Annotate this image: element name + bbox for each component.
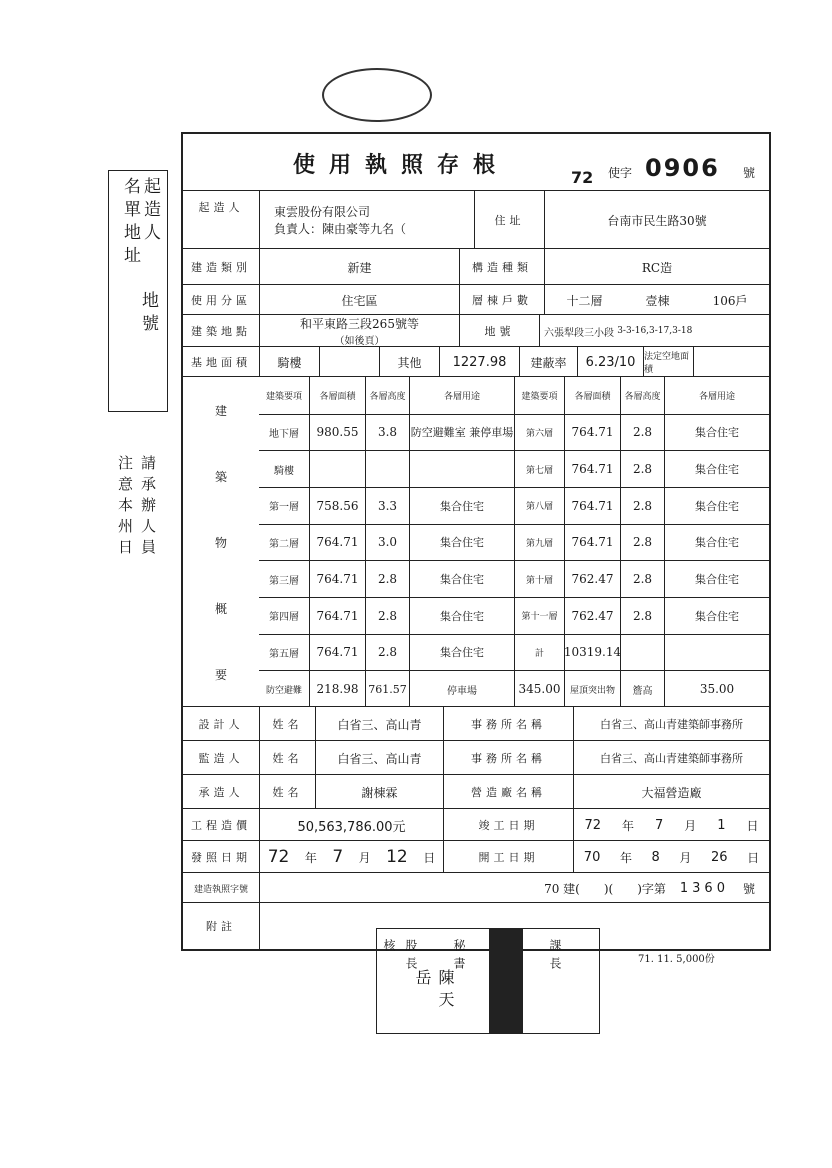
floor-height: 2.8	[365, 597, 409, 634]
margin-note-box	[108, 170, 168, 412]
floor-height	[620, 634, 664, 671]
summary-char: 概	[214, 601, 227, 616]
issue-year: 72	[267, 847, 290, 867]
floors-label: 層棟戶數	[459, 285, 544, 315]
floor-area: 762.47	[564, 560, 620, 597]
floor-use: 集合住宅	[664, 414, 769, 451]
contractor-company-label: 營造廠名稱	[443, 775, 573, 809]
permit-year: 72	[571, 168, 594, 187]
year-unit: 年	[304, 850, 317, 865]
address-label: 住址	[474, 191, 544, 249]
site-value	[259, 315, 459, 347]
zone-label: 使用分區	[191, 294, 251, 307]
shelter-above: 218.98	[309, 670, 365, 707]
start-month: 8	[651, 849, 660, 865]
approval-stamp: 股長	[404, 939, 418, 975]
day-unit: 日	[423, 850, 436, 865]
shelter-below: 761.57	[365, 670, 409, 707]
type-label: 建造類別	[191, 261, 251, 274]
floor-table-header: 各層面積	[564, 377, 620, 414]
supervisor-name-label: 姓名	[259, 741, 315, 775]
floor-area: 764.71	[564, 450, 620, 487]
floor-table-header: 各層用途	[409, 377, 514, 414]
print-run: 71. 11. 5,000份	[638, 954, 715, 965]
floor-use: 集合住宅	[664, 597, 769, 634]
floor-name: 地下層	[259, 414, 309, 451]
permit-prefix: 使字	[608, 166, 633, 180]
approval-stamp: 陳天岳	[413, 969, 455, 1013]
summary-char: 物	[214, 535, 227, 550]
floors-value	[544, 285, 769, 315]
margin-note-line: 地號	[138, 291, 158, 337]
issue-label: 發照日期	[191, 851, 251, 864]
issue-date	[259, 841, 443, 873]
floor-name: 第三層	[259, 560, 309, 597]
floor-table-header: 各層面積	[309, 377, 365, 414]
floor-table-header: 各層高度	[365, 377, 409, 414]
floor-use: 集合住宅	[409, 560, 514, 597]
floor-table	[183, 376, 769, 707]
floor-area: 10319.14	[564, 634, 620, 671]
floor-table-header: 各層用途	[664, 377, 769, 414]
floor-name: 第六層	[514, 414, 564, 451]
floor-use: 防空避難室 兼停車場	[409, 414, 514, 451]
permit-text: 70 建( )( )字第	[544, 881, 666, 896]
parking-label: 停車場	[409, 670, 514, 707]
floor-height: 2.8	[620, 487, 664, 524]
received-stamp	[322, 68, 432, 122]
month-unit: 月	[684, 818, 697, 833]
floor-name: 第四層	[259, 597, 309, 634]
floor-name: 第十層	[514, 560, 564, 597]
approval-stamp: 秘書	[452, 939, 466, 975]
margin-note-line: 注意本州日	[116, 455, 134, 560]
floor-height	[365, 450, 409, 487]
applicant-value	[259, 191, 474, 249]
floor-name: 第五層	[259, 634, 309, 671]
floor-grid	[259, 377, 769, 707]
designer-name-label: 姓名	[259, 707, 315, 741]
applicant-label: 起造人	[198, 201, 244, 214]
base-label: 基地面積	[191, 356, 251, 369]
month-unit: 月	[679, 850, 692, 865]
floor-use	[409, 450, 514, 487]
cost-label: 工程造價	[191, 819, 251, 832]
open-space-value	[693, 347, 769, 377]
approval-stamp: 核	[382, 939, 396, 957]
floor-height: 3.0	[365, 524, 409, 561]
arcade-value	[319, 347, 379, 377]
struct-value: RC造	[544, 249, 769, 285]
coverage-value: 6.23/10	[577, 347, 643, 377]
approval-stamp: 課長	[548, 939, 562, 975]
supervisor-name: 白省三、高山青	[315, 741, 443, 775]
eaves-value: 35.00	[664, 670, 769, 707]
month-unit: 月	[358, 850, 371, 865]
start-year: 70	[583, 849, 601, 865]
start-label: 開工日期	[443, 841, 573, 873]
floor-area: 764.71	[564, 524, 620, 561]
floor-table-header: 建築要項	[265, 391, 302, 402]
done-label: 竣工日期	[443, 809, 573, 841]
permit-form	[181, 132, 771, 951]
supervisor-office: 白省三、高山青建築師事務所	[573, 741, 769, 775]
open-space-label: 法定空地面積	[643, 347, 693, 377]
summary-label	[183, 377, 259, 707]
contractor-name: 謝棟霖	[315, 775, 443, 809]
lot-section: 六張犁段三小段	[544, 327, 614, 339]
summary-char: 建	[214, 403, 227, 418]
lot-numbers: 3-3-16,3-17,3-18	[617, 326, 693, 336]
floor-name: 第十一層	[514, 597, 564, 634]
floor-use: 集合住宅	[409, 487, 514, 524]
floor-name: 第九層	[514, 524, 564, 561]
floor-name: 第一層	[259, 487, 309, 524]
floor-area: 762.47	[564, 597, 620, 634]
permit-number: 0906	[645, 154, 720, 182]
floor-height: 2.8	[620, 597, 664, 634]
unit-count: 106戶	[712, 293, 748, 308]
floor-height: 3.8	[365, 414, 409, 451]
parking-indoor: 345.00	[514, 670, 564, 707]
floor-height: 2.8	[365, 560, 409, 597]
floor-use	[664, 634, 769, 671]
permit-suffix: 號	[743, 166, 756, 180]
other-label: 其他	[379, 347, 439, 377]
floor-name: 騎樓	[259, 450, 309, 487]
arcade-label: 騎樓	[259, 347, 319, 377]
other-value: 1227.98	[439, 347, 519, 377]
issue-month: 7	[332, 847, 344, 867]
address-value: 台南市民生路30號	[544, 191, 769, 249]
floor-use: 集合住宅	[664, 487, 769, 524]
floor-name: 第二層	[259, 524, 309, 561]
floor-area: 758.56	[309, 487, 365, 524]
floor-area: 764.71	[564, 414, 620, 451]
floor-area: 980.55	[309, 414, 365, 451]
zone-value: 住宅區	[259, 285, 459, 315]
cost-value: 50,563,786.00元	[259, 809, 443, 841]
lot-label: 地號	[459, 315, 539, 347]
floor-name: 第八層	[514, 487, 564, 524]
permit-suffix: 號	[742, 881, 755, 896]
shelter-label: 防空避難	[259, 670, 309, 707]
issue-day: 12	[386, 847, 408, 867]
type-value: 新建	[259, 249, 459, 285]
applicant-rep: 負責人：陳由豪等九名（	[274, 222, 407, 236]
start-day: 26	[711, 849, 728, 865]
designer-office: 白省三、高山青建築師事務所	[573, 707, 769, 741]
applicant-name: 東雲股份有限公司	[274, 205, 371, 219]
floor-height: 3.3	[365, 487, 409, 524]
contractor-role: 承造人	[198, 786, 244, 799]
site-address: 和平東路三段265號等	[300, 317, 419, 331]
done-day: 1	[717, 817, 726, 833]
floor-area: 764.71	[309, 524, 365, 561]
done-date	[573, 809, 769, 841]
margin-note-line: 起造人	[140, 177, 160, 246]
summary-char: 要	[214, 667, 227, 682]
supervisor-role: 監造人	[198, 752, 244, 765]
floor-height: 2.8	[620, 450, 664, 487]
start-date	[573, 841, 769, 873]
floor-table-header: 建築要項	[514, 377, 564, 414]
floor-use: 集合住宅	[664, 524, 769, 561]
floor-use: 集合住宅	[664, 560, 769, 597]
floor-name: 第七層	[514, 450, 564, 487]
building-count: 壹棟	[645, 293, 670, 308]
site-note: （如後頁）	[334, 336, 385, 347]
floor-area: 764.71	[309, 634, 365, 671]
floor-area: 764.71	[309, 597, 365, 634]
struct-label: 構造種類	[459, 249, 544, 285]
floor-name: 計	[514, 634, 564, 671]
year-unit: 年	[622, 818, 635, 833]
lot-value	[539, 315, 769, 347]
permit-num: 1360	[679, 880, 729, 896]
floor-use: 集合住宅	[409, 634, 514, 671]
contractor-company: 大福營造廠	[573, 775, 769, 809]
floors-count: 十二層	[566, 293, 603, 308]
permit-label: 建造執照字號	[193, 884, 248, 895]
site-label: 建築地點	[191, 325, 251, 338]
designer-role: 設計人	[198, 718, 244, 731]
margin-note-line: 請承辦人員	[139, 455, 157, 560]
official-seal	[489, 929, 523, 1033]
floor-height: 2.8	[365, 634, 409, 671]
permit-ref	[259, 873, 769, 903]
done-year: 72	[584, 817, 602, 833]
margin-note-line: 名單地址	[120, 177, 140, 269]
year-unit: 年	[619, 850, 632, 865]
day-unit: 日	[746, 818, 759, 833]
note-label: 附註	[206, 920, 236, 933]
form-title: 使用執照存根	[293, 152, 510, 178]
floor-height: 2.8	[620, 524, 664, 561]
designer-name: 白省三、高山青	[315, 707, 443, 741]
floor-use: 集合住宅	[664, 450, 769, 487]
supervisor-office-label: 事務所名稱	[443, 741, 573, 775]
summary-char: 築	[214, 469, 227, 484]
floor-area: 764.71	[564, 487, 620, 524]
floor-area	[309, 450, 365, 487]
floor-use: 集合住宅	[409, 524, 514, 561]
floor-height: 2.8	[620, 414, 664, 451]
eaves-label: 簷高	[620, 670, 664, 707]
floor-area: 764.71	[309, 560, 365, 597]
done-month: 7	[654, 817, 664, 833]
floor-height: 2.8	[620, 560, 664, 597]
coverage-label: 建蔽率	[519, 347, 577, 377]
floor-use: 集合住宅	[409, 597, 514, 634]
approval-block	[376, 928, 600, 1034]
floor-table-header: 各層高度	[620, 377, 664, 414]
tower-label: 屋頂突出物	[564, 670, 620, 707]
contractor-name-label: 姓名	[259, 775, 315, 809]
designer-office-label: 事務所名稱	[443, 707, 573, 741]
day-unit: 日	[747, 850, 760, 865]
